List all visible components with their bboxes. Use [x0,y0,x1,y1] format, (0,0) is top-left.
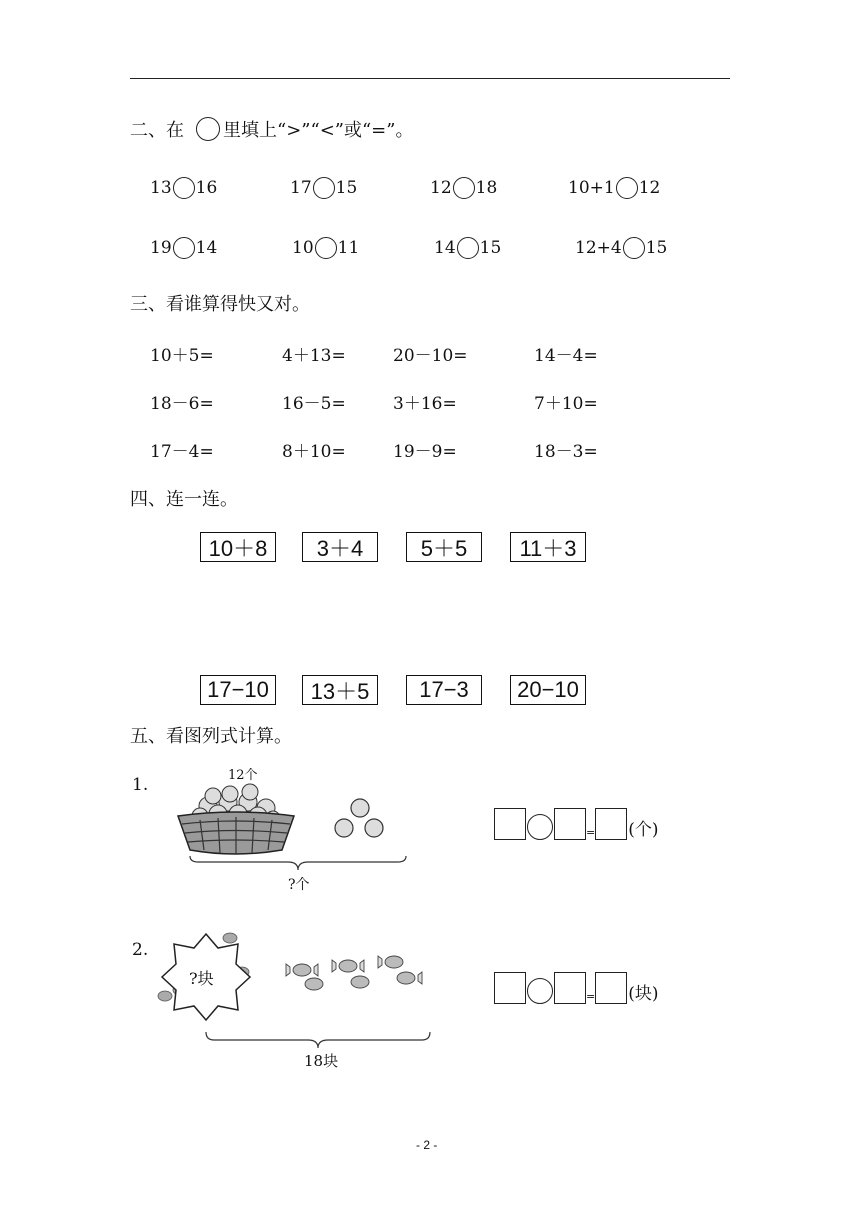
answer-box[interactable] [595,972,627,1004]
compare-right: 15 [645,238,668,258]
brace-icon [204,1030,432,1050]
equals-sign: = [586,826,596,839]
match-box-bottom[interactable]: 20−10 [510,675,586,705]
circle-blank-icon [196,117,220,141]
compare-circle[interactable] [616,177,638,199]
compare-item [434,236,501,260]
compare-left: 12 [430,178,452,198]
compare-right: 15 [335,178,358,198]
compare-circle[interactable] [623,237,645,259]
compare-left: 17 [290,178,312,198]
equation: 19－9= [393,442,457,462]
compare-circle[interactable] [453,177,475,199]
section4-title: 四、连一连。 [130,489,238,510]
section2-title [130,116,413,142]
basket-of-balls-icon [170,778,300,858]
brace-icon [188,854,408,872]
bottom-count-label: ?个 [288,877,310,893]
question-number: 1. [132,775,149,795]
total-count-label: 18块 [304,1052,339,1070]
compare-item [150,236,217,260]
equation: 14－4= [534,346,598,366]
compare-right: 12 [638,178,661,198]
equation: 4＋13= [282,346,346,366]
equation: 3＋16= [393,394,457,414]
compare-item [290,176,357,200]
compare-circle[interactable] [313,177,335,199]
unit-label: (个) [628,820,659,840]
compare-circle[interactable] [457,237,479,259]
compare-right: 15 [479,238,502,258]
answer-box[interactable] [494,972,526,1004]
equation: 17－4= [150,442,214,462]
answer-row [494,808,658,840]
answer-box[interactable] [554,972,586,1004]
match-box-top[interactable]: 11＋3 [510,532,586,562]
compare-right: 16 [195,178,218,198]
compare-left: 14 [434,238,456,258]
compare-circle[interactable] [173,237,195,259]
candy-group-icon [282,950,434,1000]
equation: 7＋10= [534,394,598,414]
compare-item [575,236,667,260]
compare-item [568,176,660,200]
operator-circle[interactable] [527,978,553,1004]
equation: 18－3= [534,442,598,462]
equation: 10＋5= [150,346,214,366]
section3-title: 三、看谁算得快又对。 [130,294,310,315]
section2-title-prefix: 二、在 [130,120,184,141]
equation: 18－6= [150,394,214,414]
equals-sign: = [586,990,596,1003]
equation: 8＋10= [282,442,346,462]
header-rule [130,78,730,79]
compare-item [150,176,217,200]
answer-row [494,972,658,1004]
loose-balls-icon [330,796,390,846]
answer-box[interactable] [554,808,586,840]
top-count-label: 12个 [228,768,258,783]
compare-left: 13 [150,178,172,198]
compare-right: 11 [337,238,360,258]
compare-item [292,236,359,260]
match-box-bottom[interactable]: 17−3 [406,675,482,705]
compare-left: 10+1 [568,178,615,198]
compare-right: 14 [195,238,218,258]
page-number: - 2 - [416,1138,438,1152]
question-number: 2. [132,940,149,960]
match-box-top[interactable]: 10＋8 [200,532,276,562]
compare-circle[interactable] [173,177,195,199]
unit-label: (块) [628,984,659,1004]
operator-circle[interactable] [527,814,553,840]
answer-box[interactable] [494,808,526,840]
answer-box[interactable] [595,808,627,840]
section5-title: 五、看图列式计算。 [130,726,292,747]
match-box-top[interactable]: 5＋5 [406,532,482,562]
match-box-bottom[interactable]: 17−10 [200,675,276,705]
match-box-bottom[interactable]: 13＋5 [302,675,378,705]
compare-item [430,176,497,200]
compare-left: 10 [292,238,314,258]
section2-title-suffix: 里填上“>”“<”或“=”。 [223,120,414,141]
equation: 20－10= [393,346,468,366]
equation: 16－5= [282,394,346,414]
compare-circle[interactable] [315,237,337,259]
compare-right: 18 [475,178,498,198]
compare-left: 19 [150,238,172,258]
hidden-count-label: ?块 [189,969,214,988]
match-box-top[interactable]: 3＋4 [302,532,378,562]
compare-left: 12+4 [575,238,622,258]
